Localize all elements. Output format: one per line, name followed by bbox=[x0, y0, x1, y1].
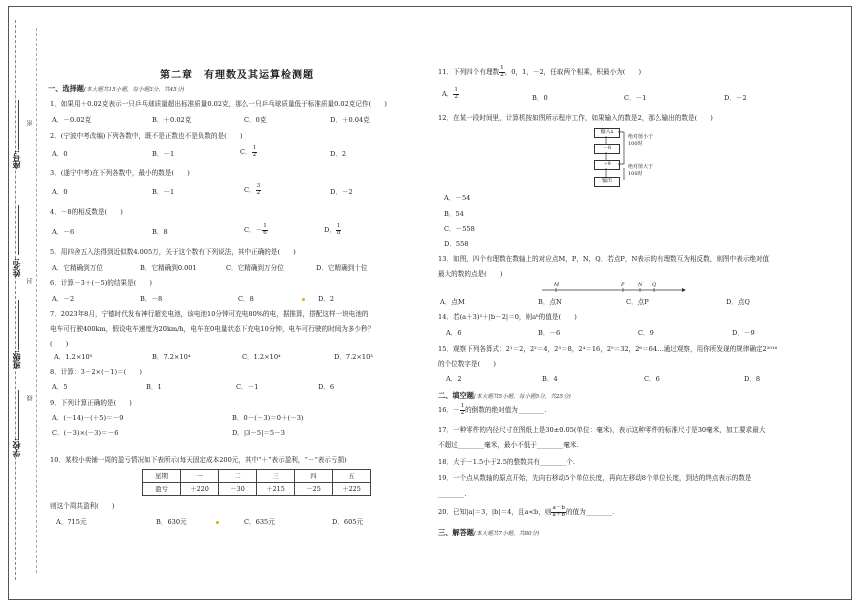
q6-option-d[interactable]: D．2 bbox=[318, 295, 335, 303]
q1-stem: 1．如果用＋0.02克表示一只乒乓球质量超出标准质量0.02克，那么一只乒乓球质量低于标准质量0.02克记作( ) bbox=[50, 100, 387, 108]
flow-input-box: 输入x bbox=[594, 128, 620, 138]
line-mark: 线 bbox=[27, 395, 34, 401]
q1-option-d[interactable]: D．＋0.04克 bbox=[330, 116, 370, 124]
grade-label: 班级: bbox=[11, 350, 21, 369]
q1-option-a[interactable]: A．－0.02克 bbox=[52, 116, 92, 124]
binding-line bbox=[15, 20, 16, 580]
q5-option-c[interactable]: C．它精确到万分位 bbox=[226, 264, 284, 272]
table-cell: 星期 bbox=[143, 470, 181, 483]
point-n-label: N bbox=[638, 282, 643, 288]
q10-option-d[interactable]: D．605元 bbox=[332, 518, 364, 526]
page-title: 第二章 有理数及其运算检测题 bbox=[160, 70, 314, 81]
section2-heading: 二、填空题(本大题共5小题，每小题5分，共25分) bbox=[438, 391, 571, 400]
q9-stem: 9．下列计算正确的是( ) bbox=[50, 399, 132, 407]
q4-option-d[interactable]: D． $\frac{1}{8}$ bbox=[324, 223, 341, 236]
number-line bbox=[538, 280, 688, 294]
q3-stem: 3．(遂宁中考)在下列各数中，最小的数是( ) bbox=[50, 169, 190, 177]
q14-option-c[interactable]: C．9 bbox=[638, 329, 654, 337]
q20-stem: 20．已知|a|＝3，|b|＝4，且a<b，则 $\frac{a-b}{a+b}$ 的值为________. bbox=[438, 505, 615, 518]
q13-option-c[interactable]: C．点P bbox=[626, 298, 649, 306]
q9-option-a[interactable]: A．(－14)－(＋5)＝－9 bbox=[52, 414, 124, 422]
q5-option-b[interactable]: B．它精确到0.001 bbox=[140, 264, 197, 272]
table-cell: ＋225 bbox=[333, 483, 371, 496]
q2-option-d[interactable]: D．2 bbox=[330, 150, 347, 158]
q4-option-b[interactable]: B．8 bbox=[152, 228, 168, 236]
q11-stem: 11．下列四个有理数 $\frac{1}{2}$ ，0，1，－2，任取两个相乘，积最小为( ) bbox=[438, 65, 642, 78]
q15-stem: 15．观察下列各算式：2¹＝2，2²＝4，2³＝8，2⁴＝16，2⁵＝32，2⁶＝64…通过观察，用你所发现的规律确定2²⁰¹⁶ bbox=[438, 345, 778, 353]
q16-stem: 16．－ $\frac{1}{2}$ 的倒数的绝对值为________. bbox=[438, 403, 547, 416]
q9-option-d[interactable]: D．|3－5|＝5－3 bbox=[232, 429, 285, 437]
q2-option-b[interactable]: B．－1 bbox=[152, 150, 175, 158]
q13-option-b[interactable]: B．点N bbox=[538, 298, 562, 306]
q4-stem: 4．－8的相反数是( ) bbox=[50, 208, 123, 216]
q17-stem-line2: 不超过________毫米，最小不低于________毫米. bbox=[438, 441, 579, 449]
q11-option-b[interactable]: B．0 bbox=[532, 94, 548, 102]
q5-option-d[interactable]: D．它精确到十位 bbox=[316, 264, 368, 272]
q12-option-d[interactable]: D．558 bbox=[444, 240, 469, 248]
q3-option-c[interactable]: C． $\frac{3}{2}$ bbox=[244, 183, 261, 196]
q10-option-b[interactable]: B．630元 bbox=[156, 518, 187, 526]
q5-option-a[interactable]: A．它精确到万位 bbox=[52, 264, 103, 272]
flow-note-less: 绝对值小于100时 bbox=[628, 134, 654, 147]
flow-output-box: 输出 bbox=[594, 177, 620, 187]
name-blank bbox=[18, 205, 19, 255]
q15-option-b[interactable]: B．4 bbox=[542, 375, 558, 383]
q10-stem-2: 则这个周共盈利( ) bbox=[50, 502, 115, 510]
q3-option-d[interactable]: D．－2 bbox=[330, 188, 353, 196]
q11-option-d[interactable]: D．－2 bbox=[724, 94, 747, 102]
q4-option-a[interactable]: A．－6 bbox=[52, 228, 75, 236]
table-cell: 四 bbox=[295, 470, 333, 483]
q3-option-a[interactable]: A．0 bbox=[52, 188, 68, 196]
q8-option-d[interactable]: D．6 bbox=[318, 383, 335, 391]
q12-option-b[interactable]: B．54 bbox=[444, 210, 464, 218]
school-blank bbox=[18, 390, 19, 440]
table-cell: 三 bbox=[257, 470, 295, 483]
q6-stem: 6．计算－3＋(－5)的结果是( ) bbox=[50, 279, 152, 287]
q11-option-a[interactable]: A． $\frac{1}{2}$ bbox=[442, 87, 458, 100]
marker-dot bbox=[216, 521, 219, 524]
q12-option-c[interactable]: C．－558 bbox=[444, 225, 475, 233]
seal-mark: 密 bbox=[27, 120, 34, 126]
q1-option-c[interactable]: C．0克 bbox=[244, 116, 267, 124]
q14-option-d[interactable]: D．－9 bbox=[732, 329, 755, 337]
q15-stem-2: 的个位数字是( ) bbox=[438, 360, 496, 368]
school-label: 学校: bbox=[11, 438, 21, 457]
q19-stem-line2: ________. bbox=[438, 490, 467, 498]
q11-option-c[interactable]: C．－1 bbox=[624, 94, 647, 102]
q19-stem-line1: 19．一个点从数轴的原点开始，先向右移动5个单位长度，再向左移动8个单位长度，到达的终点表示的数是 bbox=[438, 474, 752, 482]
flow-note-greater: 绝对值大于100时 bbox=[628, 164, 654, 177]
table-cell: ＋220 bbox=[181, 483, 219, 496]
point-m-label: M bbox=[554, 282, 560, 288]
table-cell: ＋215 bbox=[257, 483, 295, 496]
q15-option-a[interactable]: A．2 bbox=[446, 375, 462, 383]
q1-option-b[interactable]: B．＋0.02克 bbox=[152, 116, 192, 124]
q14-option-a[interactable]: A．6 bbox=[446, 329, 462, 337]
table-cell: －30 bbox=[219, 483, 257, 496]
point-p-label: P bbox=[621, 282, 625, 288]
q8-option-c[interactable]: C．－1 bbox=[236, 383, 259, 391]
grade-blank bbox=[18, 300, 19, 350]
section3-heading: 三、解答题(本大题共7小题，共80分) bbox=[438, 528, 540, 537]
table-header-row bbox=[143, 470, 371, 483]
q5-stem: 5．用四舍五入法得到近似数4.005万，关于这个数有下列说法，其中正确的是( ) bbox=[50, 248, 296, 256]
number-label: 座号: bbox=[11, 150, 21, 169]
q14-stem: 14．若(a＋3)²＋|b－2|＝0，则aᵇ的值是( ) bbox=[438, 313, 577, 321]
q7-option-d[interactable]: D．7.2×10³ bbox=[334, 353, 373, 361]
binding-line-inner bbox=[36, 28, 37, 573]
q8-option-a[interactable]: A．5 bbox=[52, 383, 68, 391]
q6-option-b[interactable]: B．－8 bbox=[140, 295, 163, 303]
flow-subtract-box: －8 bbox=[594, 144, 620, 154]
q13-option-d[interactable]: D．点Q bbox=[726, 298, 750, 306]
table-cell: －25 bbox=[295, 483, 333, 496]
table-cell: 五 bbox=[333, 470, 371, 483]
q7-option-b[interactable]: B．7.2×10⁴ bbox=[152, 353, 191, 361]
fold-mark: 封 bbox=[27, 278, 34, 284]
q12-stem: 12．在某一段时间里，计算机按如图所示程序工作，如果输入的数是2，那么输出的数是( ) bbox=[438, 114, 713, 122]
q17-stem-line1: 17．一种零件的内径尺寸在图纸上是30±0.05(单位：毫米)，表示这种零件的标准尺寸是30毫米，加工要求最大 bbox=[438, 426, 766, 434]
q7-stem-line1: 7．2023年8月，宁德时代发布神行超充电池，该电池10分钟可充电80%的电，据推算，搭配这样一块电池的 bbox=[50, 310, 369, 318]
q10-option-a[interactable]: A．715元 bbox=[56, 518, 87, 526]
table-cell: 一 bbox=[181, 470, 219, 483]
q9-option-c[interactable]: C．(－3)×(－3)＝－6 bbox=[52, 429, 119, 437]
table-cell: 盈亏 bbox=[143, 483, 181, 496]
q4-option-c[interactable]: C．－ $\frac{1}{6}$ bbox=[244, 223, 267, 236]
q7-stem-line2: 电车可行驶400km，假设电车速度为20km/h，电车在0电量状态下充电10分钟，电车可行驶的时间为多少秒？ bbox=[50, 325, 375, 333]
q15-option-c[interactable]: C．6 bbox=[644, 375, 660, 383]
marker-dot bbox=[302, 298, 305, 301]
q13-option-a[interactable]: A．点M bbox=[440, 298, 465, 306]
q8-option-b[interactable]: B．1 bbox=[146, 383, 162, 391]
q13-stem-line2: 最大的数的点是( ) bbox=[438, 270, 503, 278]
number-blank bbox=[18, 100, 19, 150]
q8-stem: 8．计算：3－2×(－1)＝( ) bbox=[50, 368, 142, 376]
q13-stem-line1: 13．如图，四个有理数在数轴上的对应点M，P，N，Q．若点P，N表示的有理数互为相反数，则图中表示绝对值 bbox=[438, 255, 770, 263]
q18-stem: 18．大于－1.5小于2.5的整数共有________个. bbox=[438, 458, 575, 466]
table-row bbox=[143, 483, 371, 496]
q2-stem: 2．(宁波中考改编)下列各数中，既不是正数也不是负数的是( ) bbox=[50, 132, 243, 140]
q6-option-c[interactable]: C．8 bbox=[238, 295, 254, 303]
q6-option-a[interactable]: A．－2 bbox=[52, 295, 75, 303]
q2-option-a[interactable]: A．0 bbox=[52, 150, 68, 158]
q12-option-a[interactable]: A．－54 bbox=[444, 194, 471, 202]
q14-option-b[interactable]: B．－6 bbox=[538, 329, 561, 337]
name-label: 姓名: bbox=[11, 258, 21, 277]
q10-option-c[interactable]: C．635元 bbox=[244, 518, 275, 526]
q15-option-d[interactable]: D．8 bbox=[744, 375, 761, 383]
q9-option-b[interactable]: B．0－(－3)＝0＋(－3) bbox=[232, 414, 304, 422]
q7-option-a[interactable]: A．1.2×10⁵ bbox=[54, 353, 93, 361]
table-cell: 二 bbox=[219, 470, 257, 483]
q2-option-c[interactable]: C． $\frac{1}{2}$ bbox=[240, 145, 257, 158]
q10-stem: 10．某校小卖铺一周的盈亏情况如下表所示(每天固定成本200元，其中“＋”表示盈利，“－”表示亏损) bbox=[50, 456, 347, 464]
q3-option-b[interactable]: B．－1 bbox=[152, 188, 175, 196]
q10-table bbox=[142, 469, 371, 496]
section1-heading: 一、选择题(本大题共15小题，每小题3分，共45分) bbox=[48, 84, 185, 93]
flow-divide-box: ÷9 bbox=[594, 160, 620, 170]
q7-stem-line3: ( ) bbox=[50, 340, 69, 348]
point-q-label: Q bbox=[652, 282, 657, 288]
q7-option-c[interactable]: C．1.2×10⁴ bbox=[242, 353, 281, 361]
